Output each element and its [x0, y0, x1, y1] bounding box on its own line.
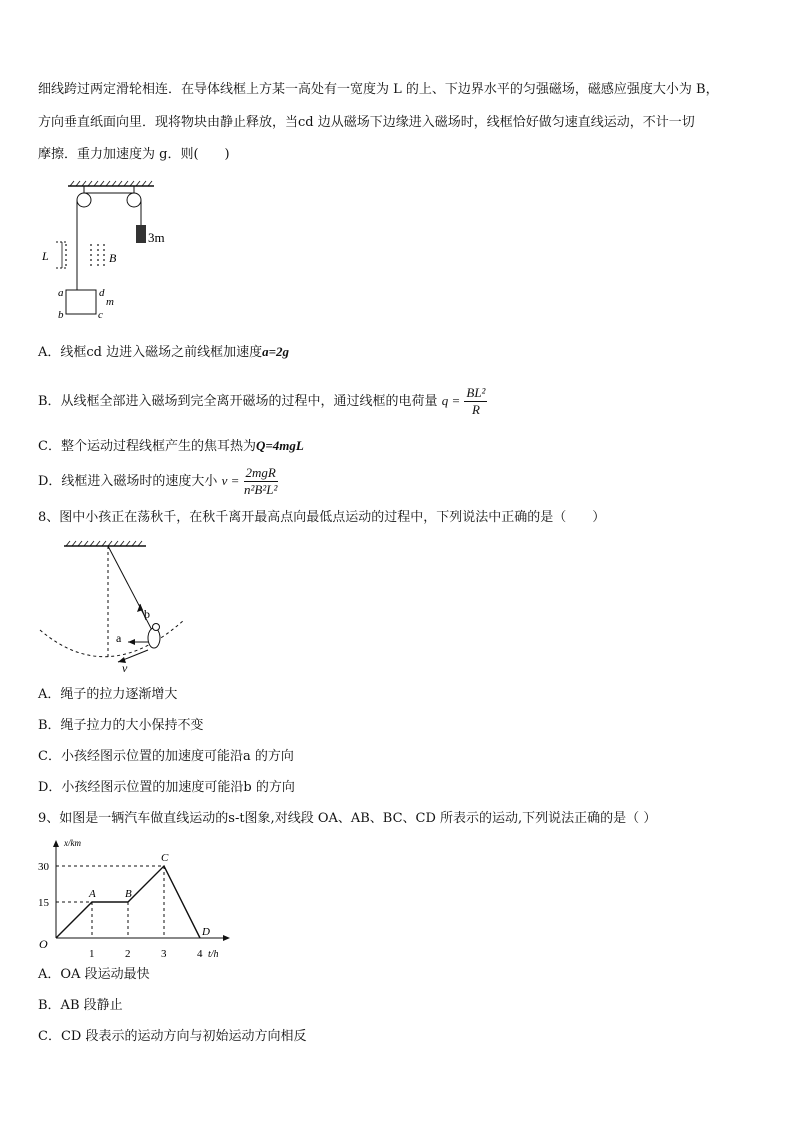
q7-a-text: A．线框cd 边进入磁场之前线框加速度 [38, 345, 263, 360]
field-dots [65, 244, 105, 266]
q8-stem: 8、图中小孩正在荡秋千，在秋千离开最高点向最低点运动的过程中，下列说法中正确的是（ ） [38, 510, 606, 525]
q8-option-d: D．小孩经图示位置的加速度可能沿b 的方向 [38, 780, 295, 795]
swing-arc [40, 620, 184, 657]
q8-option-b: B．绳子拉力的大小保持不变 [38, 718, 204, 733]
y-tick-label-15: 15 [38, 897, 49, 909]
label-d: d [99, 287, 105, 299]
label-b-vec: b [144, 607, 150, 621]
label-a: a [58, 287, 64, 299]
x-axis-label: t/h [208, 949, 219, 960]
q7-d-fraction [244, 465, 278, 498]
q7-option-a [38, 342, 289, 363]
point-label-B: B [125, 888, 132, 900]
x-tick-label-4: 4 [197, 948, 203, 960]
q7-b-lhs: q = [441, 393, 461, 408]
q7-option-d [38, 465, 278, 498]
st-chart [36, 836, 236, 964]
q7-c-formula: Q=4mgL [255, 438, 304, 453]
label-3m: 3m [148, 230, 165, 245]
q7-b-den: R [471, 402, 480, 417]
q7-option-b [38, 385, 487, 418]
q7-d-den: n²B²L² [244, 482, 278, 497]
pulley-figure [36, 180, 186, 325]
label-v: v [122, 661, 128, 675]
q7-a-formula: a=2g [262, 344, 290, 359]
q7-d-text: D．线框进入磁场时的速度大小 [38, 474, 218, 489]
q7-b-num: BL² [466, 385, 486, 400]
x-tick-label-2: 2 [125, 948, 131, 960]
right-pulley [127, 193, 141, 207]
origin-label: O [39, 937, 48, 951]
x-tick-label-3: 3 [161, 948, 167, 960]
left-pulley [77, 193, 91, 207]
q8-option-a: A．绳子的拉力逐渐增大 [38, 687, 178, 702]
swing-figure [36, 538, 196, 678]
label-c: c [98, 309, 103, 321]
label-B: B [109, 251, 117, 265]
block-3m [136, 225, 146, 243]
label-a-vec: a [116, 631, 122, 645]
label-b: b [58, 309, 64, 321]
intro-line-1: 细线跨过两定滑轮相连．在导体线框上方某一高处有一宽度为 L 的上、下边界水平的匀强磁场，磁感应强度大小为 B， [38, 82, 719, 97]
intro-line-2: 方向垂直纸面向里．现将物块由静止释放，当cd 边从磁场下边缘进入磁场时，线框恰好做匀速直线运动，不计一切 [38, 115, 695, 130]
point-label-A: A [89, 888, 96, 900]
label-m: m [106, 296, 114, 308]
q9-option-c: C．CD 段表示的运动方向与初始运动方向相反 [38, 1029, 307, 1044]
intro-line-3: 摩擦．重力加速度为 g．则( ) [38, 147, 230, 162]
q8-option-c: C．小孩经图示位置的加速度可能沿a 的方向 [38, 749, 294, 764]
x-tick-label-1: 1 [89, 948, 95, 960]
point-label-D: D [202, 926, 210, 938]
q9-stem: 9、如图是一辆汽车做直线运动的s-t图象,对线段 OA、AB、BC、CD 所表示的运动,下列说法正确的是（ ） [38, 811, 657, 826]
x-axis-arrow [223, 935, 230, 941]
q7-d-lhs: v = [221, 473, 240, 488]
q7-b-fraction [464, 385, 487, 418]
q7-c-text: C．整个运动过程线框产生的焦耳热为 [38, 439, 256, 454]
q7-d-num: 2mgR [245, 465, 276, 480]
q9-option-b: B．AB 段静止 [38, 998, 123, 1013]
child-figure [148, 628, 160, 648]
wire-frame [66, 290, 96, 314]
q9-option-a: A．OA 段运动最快 [38, 967, 150, 982]
q7-b-text: B．从线框全部进入磁场到完全离开磁场的过程中，通过线框的电荷量 [38, 394, 438, 409]
y-axis-arrow [53, 840, 59, 847]
point-label-C: C [161, 852, 169, 864]
y-tick-label-30: 30 [38, 861, 49, 873]
y-axis-label: x/km [64, 838, 81, 848]
label-L: L [42, 249, 49, 263]
q7-option-c [38, 436, 304, 457]
